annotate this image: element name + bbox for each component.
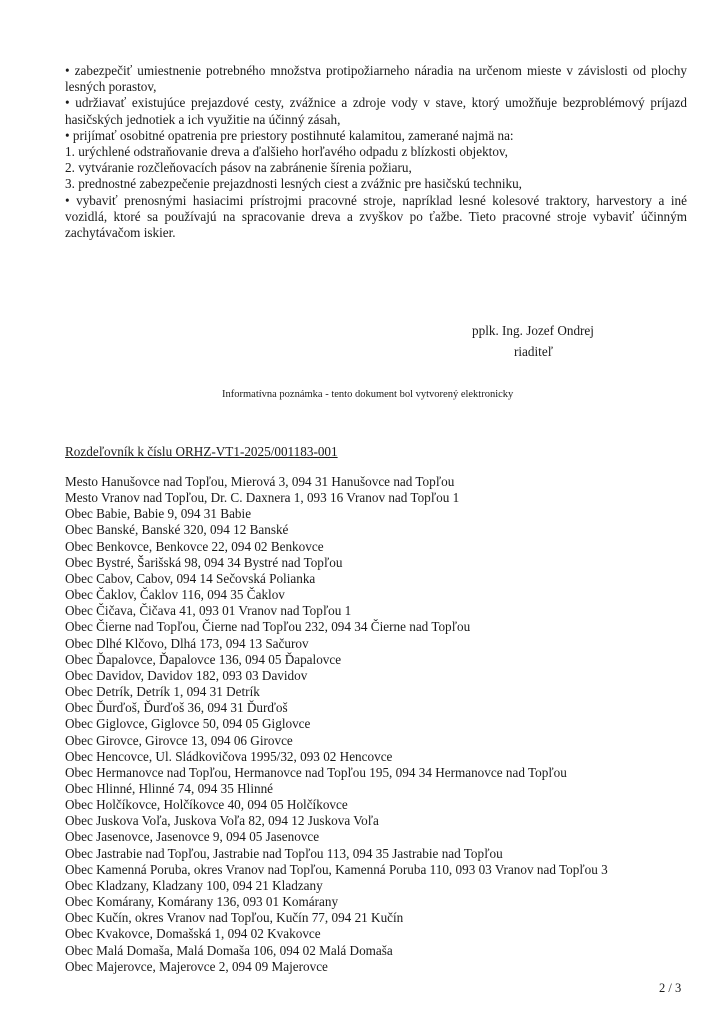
list-item: Obec Komárany, Komárany 136, 093 01 Komárany [65,894,339,910]
body-text [65,63,687,241]
list-item: Obec Bystré, Šarišská 98, 094 34 Bystré nad Topľou [65,554,343,570]
distribution-title: Rozdeľovník k číslu ORHZ-VT1-2025/001183-001 [65,444,338,459]
paragraph-extinguishers: • vybaviť prenosnými hasiacimi prístrojmi pracovné stroje, napríklad lesné kolesové traktory, harvestory a iné vozidlá, ktoré sa používajú na spracovanie dreva a zvyškov po ťažbe. Tieto pracovné stroje vybaviť účinným zachytávačom iskier. [65,192,687,241]
list-item: Obec Hlinné, Hlinné 74, 094 35 Hlinné [65,780,274,796]
list-item: Obec Girovce, Girovce 13, 094 06 Girovce [65,732,293,748]
list-item: Obec Kamenná Poruba, okres Vranov nad Topľou, Kamenná Poruba 110, 093 03 Vranov nad Topľou 3 [65,861,608,877]
informative-note: Informatívna poznámka - tento dokument bol vytvorený elektronicky [222,389,514,400]
list-item: Obec Babie, Babie 9, 094 31 Babie [65,506,252,522]
list-item: Obec Juskova Voľa, Juskova Voľa 82, 094 12 Juskova Voľa [65,813,379,829]
paragraph-item-2: 2. vytváranie rozčleňovacích pásov na zabránenie šírenia požiaru, [65,160,412,176]
list-item: Obec Kladzany, Kladzany 100, 094 21 Kladzany [65,877,323,893]
list-item: Obec Čaklov, Čaklov 116, 094 35 Čaklov [65,587,285,603]
list-item: Obec Majerovce, Majerovce 2, 094 09 Majerovce [65,958,328,974]
signature-name: pplk. Ing. Jozef Ondrej [472,323,594,338]
paragraph-tools: • zabezpečiť umiestnenie potrebného množstva protipožiarneho náradia na určenom mieste v závislosti od plochy lesných porastov, [65,63,687,95]
list-item: Obec Jastrabie nad Topľou, Jastrabie nad Topľou 113, 094 35 Jastrabie nad Topľou [65,845,503,861]
list-item: Obec Davidov, Davidov 182, 093 03 Davidov [65,667,308,683]
signature-title: riaditeľ [514,344,554,359]
list-item: Obec Čičava, Čičava 41, 093 01 Vranov nad Topľou 1 [65,603,352,619]
list-item: Obec Kučín, okres Vranov nad Topľou, Kučín 77, 094 21 Kučín [65,910,404,926]
list-item: Obec Ďurďoš, Ďurďoš 36, 094 31 Ďurďoš [65,700,288,716]
page-number: 2 / 3 [659,981,682,995]
list-item: Obec Malá Domaša, Malá Domaša 106, 094 02 Malá Domaša [65,942,393,958]
list-item: Obec Čierne nad Topľou, Čierne nad Topľou 232, 094 34 Čierne nad Topľou [65,619,471,635]
list-item: Obec Holčíkovce, Holčíkovce 40, 094 05 Holčíkovce [65,797,348,813]
paragraph-roads: • udržiavať existujúce prejazdové cesty, zvážnice a zdroje vody v stave, ktorý umožňuje bezproblémový príjazd hasičských jednotiek a ich využitie na účinný zásah, [65,95,687,127]
list-item: Obec Giglovce, Giglovce 50, 094 05 Giglovce [65,716,311,732]
list-item: Mesto Hanušovce nad Topľou, Mierová 3, 094 31 Hanušovce nad Topľou [65,474,455,489]
list-item: Obec Hermanovce nad Topľou, Hermanovce nad Topľou 195, 094 34 Hermanovce nad Topľou [65,764,567,780]
list-item: Obec Kvakovce, Domašská 1, 094 02 Kvakovce [65,926,321,942]
paragraph-item-1: 1. urýchlené odstraňovanie dreva a ďalšieho horľavého odpadu z blízkosti objektov, [65,144,508,160]
list-item: Obec Jasenovce, Jasenovce 9, 094 05 Jasenovce [65,829,320,845]
distribution-list [65,474,608,975]
paragraph-calamity: • prijímať osobitné opatrenia pre priestory postihnuté kalamitou, zamerané najmä na: [65,127,514,143]
list-item: Obec Cabov, Cabov, 094 14 Sečovská Polianka [65,570,316,586]
list-item: Obec Detrík, Detrík 1, 094 31 Detrík [65,684,260,700]
list-item: Mesto Vranov nad Topľou, Dr. C. Daxnera 1, 093 16 Vranov nad Topľou 1 [65,490,460,506]
list-item: Obec Ďapalovce, Ďapalovce 136, 094 05 Ďapalovce [65,651,342,667]
paragraph-item-3: 3. prednostné zabezpečenie prejazdnosti lesných ciest a zvážnic pre hasičskú techniku, [65,176,522,192]
list-item: Obec Benkovce, Benkovce 22, 094 02 Benkovce [65,538,324,554]
list-item: Obec Banské, Banské 320, 094 12 Banské [65,522,289,538]
list-item: Obec Hencovce, Ul. Sládkovičova 1995/32, 093 02 Hencovce [65,748,393,764]
list-item: Obec Dlhé Klčovo, Dlhá 173, 094 13 Sačurov [65,635,309,651]
